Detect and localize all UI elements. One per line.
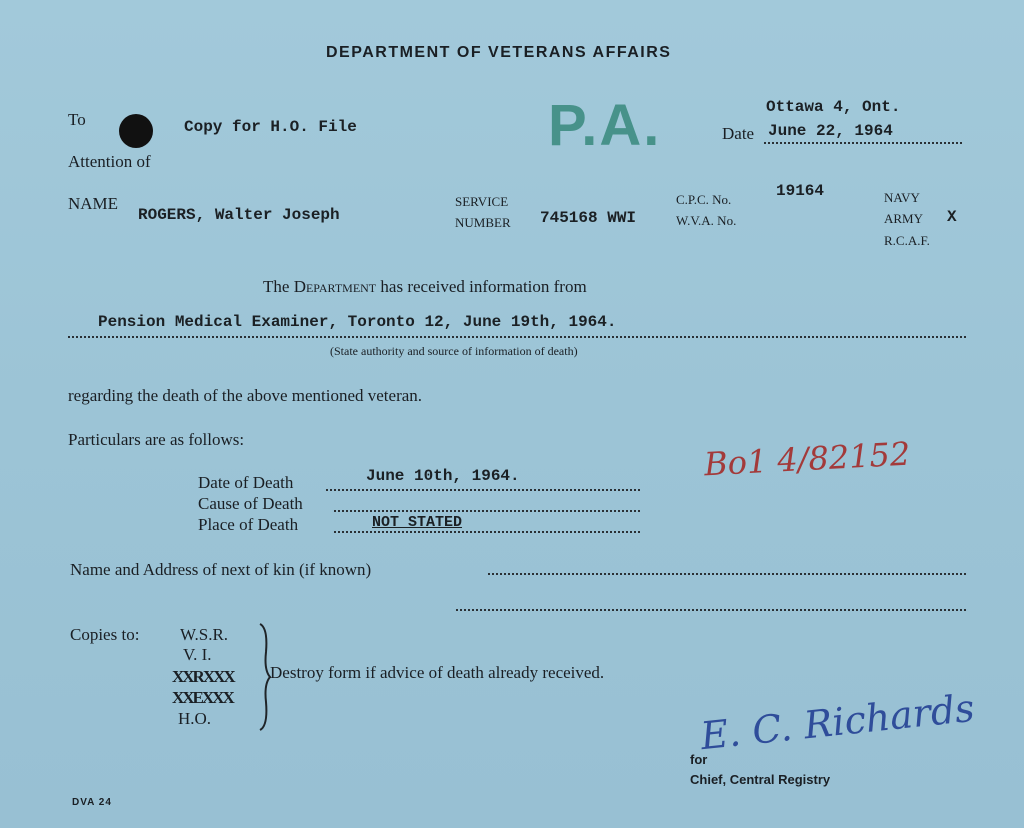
branch-army-mark: X [947,208,957,226]
branch-rcaf: R.C.A.F. [884,233,930,248]
info-intro [263,277,587,297]
for-label: for [690,752,708,767]
name-value: ROGERS, Walter Joseph [138,206,340,224]
branch-navy: NAVY [884,190,920,205]
signature: E. C. Richards [698,685,977,759]
copy-ho: H.O. [178,709,212,728]
cause-of-death-line [334,510,640,512]
copy-vi: V. I. [183,645,212,664]
to-value: Copy for H.O. File [184,118,357,136]
date-of-death-value: June 10th, 1964. [366,467,520,485]
form-code: DVA 24 [72,797,112,808]
punch-hole-icon [119,114,153,148]
next-of-kin-label: Name and Address of next of kin (if known) [70,560,372,579]
place-of-death-line [334,531,640,533]
service-number-value: 745168 WWI [540,209,637,227]
source-line [68,336,966,338]
regarding-text: regarding the death of the above mentioned veteran. [68,386,423,405]
source-caption: (State authority and source of information of death) [330,344,578,358]
date-of-death-line [326,489,640,491]
handwritten-number: Bo1 4/82152 [703,434,912,484]
copies-label: Copies to: [70,625,140,644]
date-line [764,142,962,144]
date-value: June 22, 1964 [768,122,893,140]
attention-label: Attention of [68,152,151,171]
source-value: Pension Medical Examiner, Toronto 12, June 19th, 1964. [98,313,617,331]
info-intro-pre: The [263,277,294,296]
name-label: NAME [68,194,119,213]
wva-label: W.V.A. No. [676,213,737,228]
copy-struck-2: XXEXXX [172,688,233,707]
date-of-death-label: Date of Death [198,473,294,492]
next-of-kin-line-2 [456,609,966,611]
cpc-label: C.P.C. No. [676,192,732,207]
pa-stamp: P.A. [548,93,662,158]
department-heading: DEPARTMENT OF VETERANS AFFAIRS [326,44,672,61]
particulars-label: Particulars are as follows: [68,430,245,449]
info-intro-post: has received information from [376,277,587,296]
branch-army: ARMY [884,211,924,226]
cpc-value: 19164 [776,182,825,200]
destroy-note: Destroy form if advice of death already received. [270,663,605,682]
location: Ottawa 4, Ont. [766,98,901,116]
copy-struck-1: XXRXXX [172,667,234,686]
signature-title: Chief, Central Registry [690,772,831,787]
place-of-death-value: NOT STATED [372,514,463,531]
to-label: To [68,110,86,129]
place-of-death-label: Place of Death [198,515,299,534]
date-label: Date [722,124,755,143]
cause-of-death-label: Cause of Death [198,494,303,513]
copy-wsr: W.S.R. [180,625,229,644]
service-label-2: NUMBER [455,215,511,230]
next-of-kin-line-1 [488,573,966,575]
service-label-1: SERVICE [455,194,509,209]
info-intro-dept: Department [293,277,377,296]
